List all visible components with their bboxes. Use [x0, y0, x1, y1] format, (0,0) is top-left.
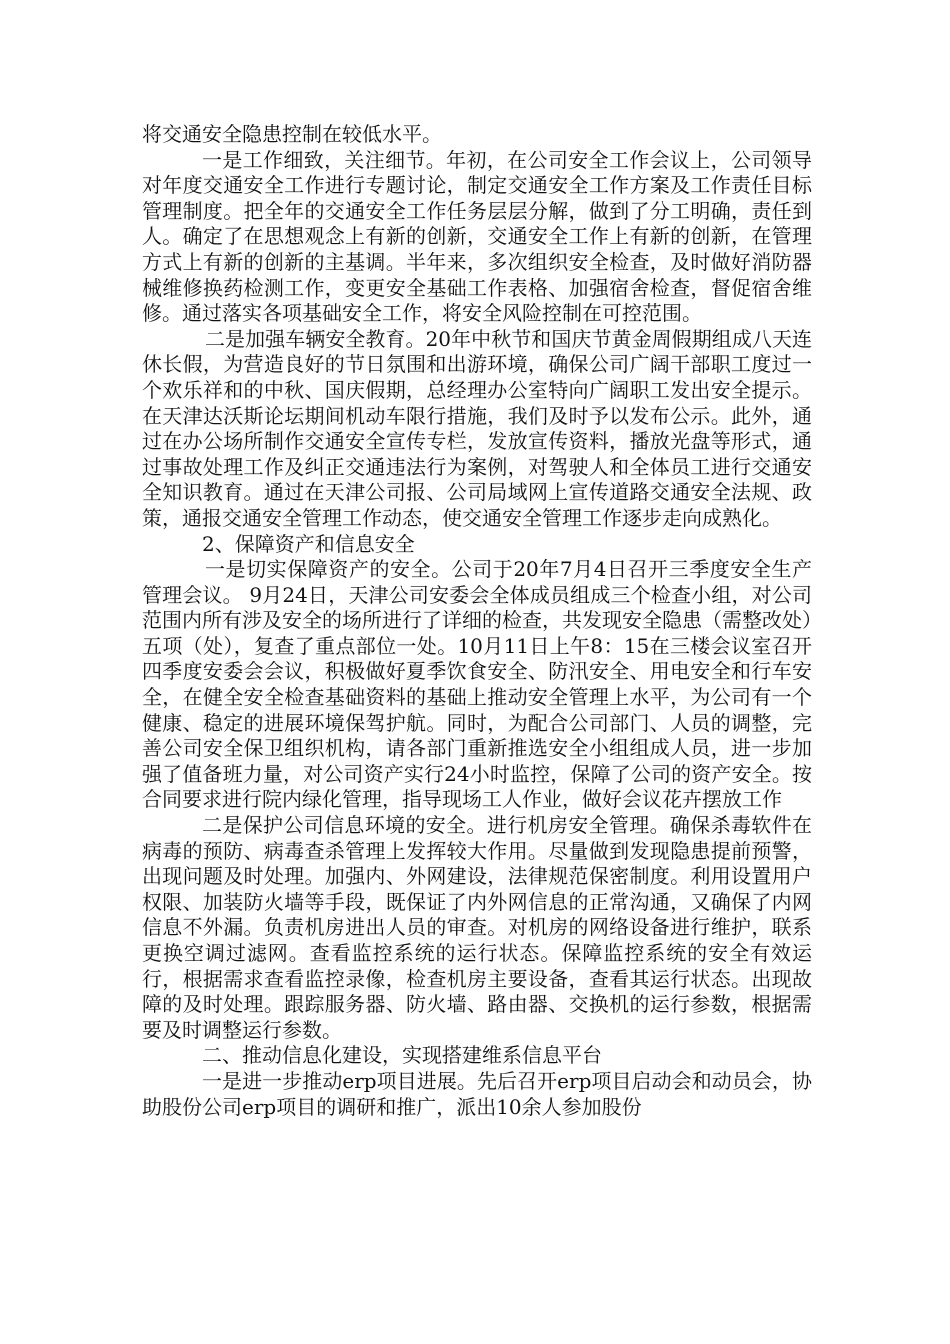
paragraph-asset-security: 一是切实保障资产的安全。公司于20年7月4日召开三季度安全生产管理会议。 9月24日，天津公司安委会全体成员组成三个检查小组，对公司范围内所有涉及安全的场所进行了详细的检查，共发现安全隐患（需整改处）五项（处），复查了重点部位一处。10月11日上午8：15在三楼会议室召开四季度安委会会议，积极做好夏季饮食安全、防汛安全、用电安全和行车安全，在健全安全检查基础资料的基础上推动安全管理上水平，为公司有一个健康、稳定的进展环境保驾护航。同时，为配合公司部门、人员的调整，完善公司安全保卫组织机构，请各部门重新推选安全小组组成人员，进一步加强了值备班力量，对公司资产实行24小时监控，保障了公司的资产安全。按合同要求进行院内绿化管理，指导现场工人作业，做好会议花卉摆放工作 [142, 557, 812, 812]
section-heading-informatization: 二、推动信息化建设，实现搭建维系信息平台 [202, 1043, 602, 1068]
paragraph-traffic-work-details: 一是工作细致，关注细节。年初，在公司安全工作会议上，公司领导对年度交通安全工作进行专题讨论，制定交通安全工作方案及工作责任目标管理制度。把全年的交通安全工作任务层层分解，做到了分工明确，责任到人。确定了在思想观念上有新的创新，交通安全工作上有新的创新，在管理方式上有新的创新的主基调。半年来，多次组织安全检查，及时做好消防器械维修换药检测工作，变更安全基础工作表格、加强宿舍检查，督促宿舍维修。通过落实各项基础安全工作，将安全风险控制在可控范围。 [142, 147, 812, 326]
paragraph-vehicle-safety-education: 二是加强车辆安全教育。20年中秋节和国庆节黄金周假期组成八天连休长假，为营造良好的节日氛围和出游环境，确保公司广阔干部职工度过一个欢乐祥和的中秋、国庆假期，总经理办公室特向广阔职工发出安全提示。在天津达沃斯论坛期间机动车限行措施，我们及时予以发布公示。此外，通过在办公场所制作交通安全宣传专栏，发放宣传资料，播放光盘等形式，通过事故处理工作及纠正交通违法行为案例，对驾驶人和全体员工进行交通安全知识教育。通过在天津公司报、公司局域网上宣传道路交通安全法规、政策，通报交通安全管理工作动态，使交通安全管理工作逐步走向成熟化。 [142, 326, 812, 530]
paragraph-continuation: 将交通安全隐患控制在较低水平。 [142, 122, 442, 146]
section-heading-asset-info-security: 2、保障资产和信息安全 [202, 531, 415, 556]
paragraph-erp-project: 一是进一步推动erp项目进展。先后召开erp项目启动会和动员会，协助股份公司erp项目的调研和推广，派出10余人参加股份 [142, 1068, 812, 1119]
paragraph-information-security: 二是保护公司信息环境的安全。进行机房安全管理。确保杀毒软件在病毒的预防、病毒查杀管理上发挥较大作用。尽量做到发现隐患提前预警，出现问题及时处理。加强内、外网建设，法律规范保密制度。利用设置用户权限、加装防火墙等手段，既保证了内外网信息的正常沟通，又确保了内网信息不外漏。负责机房进出人员的审查。对机房的网络设备进行维护，联系更换空调过滤网。查看监控系统的运行状态。保障监控系统的安全有效运行，根据需求查看监控录像，检查机房主要设备，查看其运行状态。出现故障的及时处理。跟踪服务器、防火墙、路由器、交换机的运行参数，根据需要及时调整运行参数。 [142, 813, 812, 1042]
document-body [142, 122, 812, 1120]
